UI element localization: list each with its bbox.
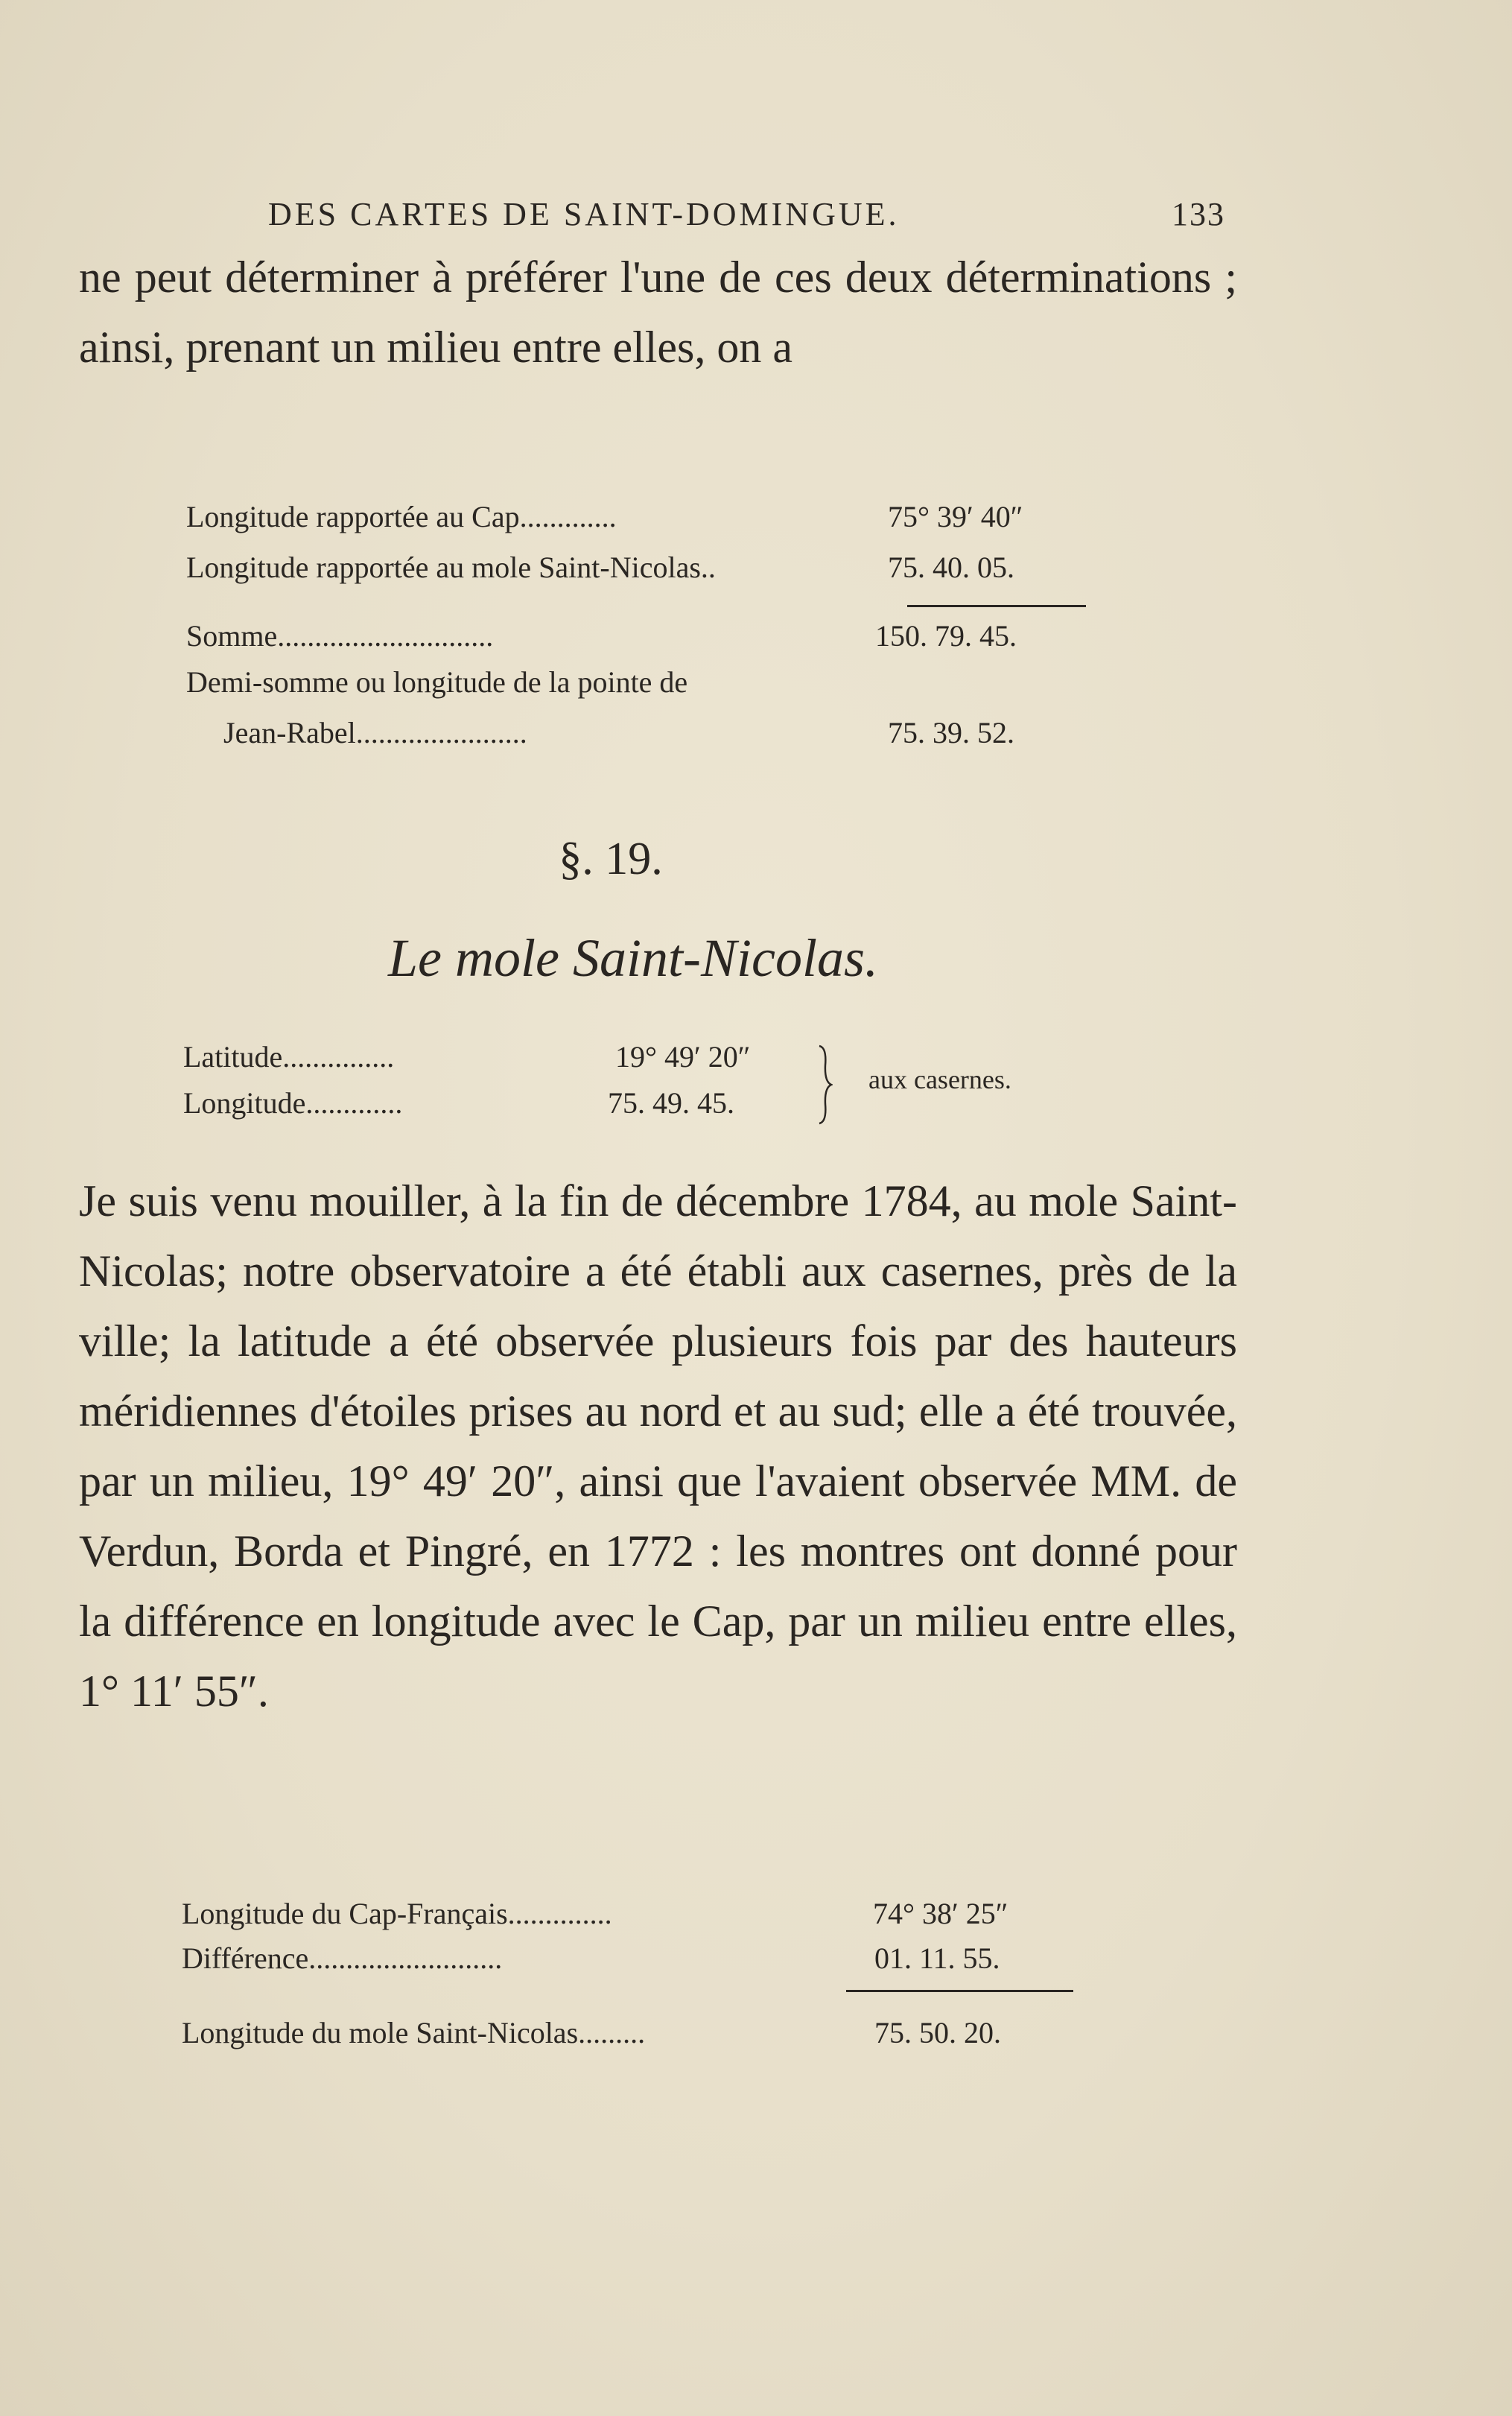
row-value: 75° 39′ 40″ (888, 500, 1023, 533)
running-head-title: DES CARTES DE SAINT-DOMINGUE. (268, 196, 900, 232)
row-value: 19° 49′ 20″ (615, 1040, 751, 1074)
brace-icon (818, 1044, 833, 1125)
row-label: Longitude du Cap-Français.............. (182, 1897, 612, 1930)
row-label: Longitude du mole Saint-Nicolas......... (182, 2016, 646, 2049)
row-label: Longitude............. (183, 1086, 403, 1120)
row-label: Différence.......................... (182, 1941, 503, 1975)
row-value: 75. 50. 20. (874, 2016, 1001, 2049)
intro-paragraph: ne peut déterminer à préférer l'une de ces deux déterminations ; ainsi, prenant un milieu entre elles, on a (79, 253, 1237, 372)
row-value: 74° 38′ 25″ (873, 1897, 1008, 1930)
row-value: 75. 40. 05. (888, 551, 1014, 584)
row-label: Somme............................. (186, 619, 494, 653)
main-paragraph: Je suis venu mouiller, à la fin de décembre 1784, au mole Saint-Nicolas; notre observatoire a été établi aux casernes, près de la ville; la latitude a été observée plusieurs fois par des hauteurs méridiennes d'étoiles prises au nord et au sud; elle a été trouvée, par un milieu, 19° 49′ 20″, ainsi que l'avaient observée MM. de Verdun, Borda et Pingré, en 1772 : les montres ont donné pour la différence en longitude avec le Cap, par un milieu entre elles, 1° 11′ 55″. (79, 1176, 1237, 1716)
section-title: Le mole Saint-Nicolas. (388, 928, 878, 988)
location-note: aux casernes. (868, 1065, 1011, 1094)
row-label: Jean-Rabel....................... (223, 716, 527, 749)
row-label: Demi-somme ou longitude de la pointe de (186, 665, 688, 699)
row-label: Longitude rapportée au Cap............. (186, 500, 617, 533)
sum-rule (907, 605, 1086, 607)
row-value: 75. 39. 52. (888, 716, 1014, 749)
page-number: 133 (1172, 196, 1225, 232)
sum-rule (846, 1990, 1073, 1992)
row-label: Longitude rapportée au mole Saint-Nicolas.. (186, 551, 716, 584)
section-number: §. 19. (559, 834, 663, 884)
row-label: Latitude............... (183, 1040, 395, 1074)
row-value: 150. 79. 45. (875, 619, 1017, 653)
row-value: 75. 49. 45. (608, 1086, 734, 1120)
running-head (268, 195, 1225, 233)
row-value: 01. 11. 55. (874, 1941, 1000, 1975)
